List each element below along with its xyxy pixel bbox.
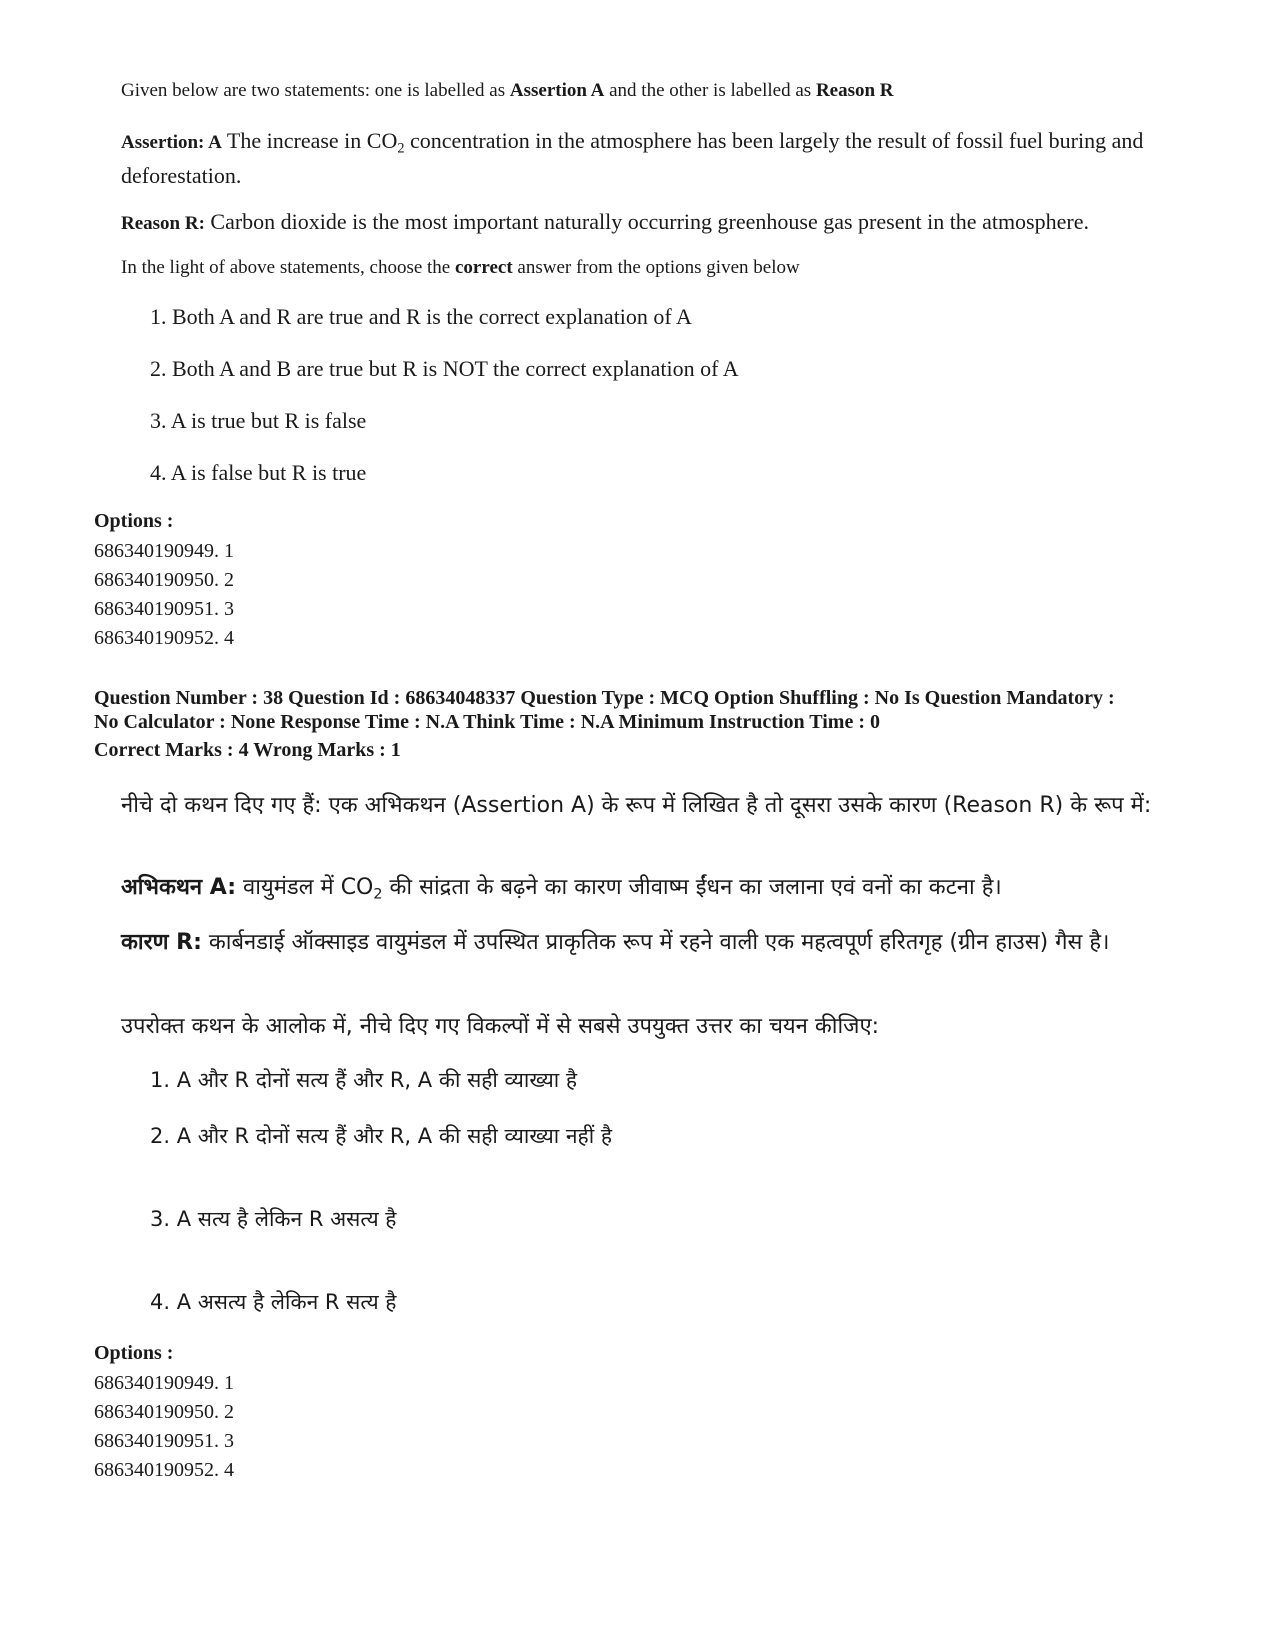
q37-choice-4: 4. A is false but R is true — [150, 460, 367, 485]
q38-intro: नीचे दो कथन दिए गए हैं: एक अभिकथन (Assertion A) के रूप में लिखित है तो दूसरा उसके कारण (Reason R) के रूप में: — [121, 793, 1152, 818]
q37-options-heading: Options : — [94, 510, 174, 532]
q37-option-id-4: 686340190952. 4 — [94, 627, 234, 649]
q38-option-list — [94, 1369, 234, 1485]
q38-assertion — [121, 872, 1181, 904]
q38-choice-3: 3. A सत्य है लेकिन R असत्य है — [150, 1207, 397, 1231]
q38-option-id-3: 686340190951. 3 — [94, 1430, 234, 1452]
q38-choice-4: 4. A असत्य है लेकिन R सत्य है — [150, 1290, 397, 1314]
q37-reason-text: Carbon dioxide is the most important naturally occurring greenhouse gas present in the atmosphere. — [204, 209, 1089, 234]
q37-choice-3: 3. A is true but R is false — [150, 408, 367, 433]
q37-instruction-prefix: In the light of above statements, choose the — [121, 257, 455, 278]
q37-instruction-suffix: answer from the options given below — [512, 257, 800, 278]
q38-assertion-text-1: वायुमंडल में CO — [236, 875, 374, 900]
q38-meta-line-2: No Calculator : None Response Time : N.A Think Time : N.A Minimum Instruction Time : 0 — [94, 711, 880, 733]
q38-option-id-1: 686340190949. 1 — [94, 1372, 234, 1394]
q37-option-id-2: 686340190950. 2 — [94, 569, 234, 591]
q37-instruction-bold: correct — [455, 257, 513, 278]
q38-reason — [121, 927, 1181, 959]
q37-instruction — [121, 257, 800, 279]
q37-intro-mid: and the other is labelled as — [604, 80, 816, 101]
q37-assertion-sub: 2 — [397, 140, 405, 157]
q37-option-list — [94, 537, 234, 653]
q37-assertion-text-1: The increase in CO — [221, 128, 398, 153]
q37-choice-1: 1. Both A and R are true and R is the correct explanation of A — [150, 304, 692, 329]
q37-intro-assertion: Assertion A — [509, 80, 605, 101]
q38-assertion-sub: 2 — [373, 886, 383, 903]
q38-reason-label: कारण R: — [121, 930, 202, 955]
q37-option-id-3: 686340190951. 3 — [94, 598, 234, 620]
q38-option-id-2: 686340190950. 2 — [94, 1401, 234, 1423]
q38-meta — [94, 686, 1244, 762]
q37-intro — [121, 80, 894, 102]
q38-option-id-4: 686340190952. 4 — [94, 1459, 234, 1481]
q38-choice-1: 1. A और R दोनों सत्य हैं और R, A की सही व्याख्या है — [150, 1068, 578, 1092]
q37-assertion-text-2: concentration in the atmosphere has been largely the result of fossil fuel buring and deforestation. — [121, 128, 1144, 188]
q37-intro-reason: Reason R — [815, 80, 894, 101]
q37-option-id-1: 686340190949. 1 — [94, 540, 234, 562]
q37-reason — [121, 205, 1261, 240]
q38-choice-2: 2. A और R दोनों सत्य हैं और R, A की सही व्याख्या नहीं है — [150, 1124, 612, 1148]
q37-intro-prefix: Given below are two statements: one is labelled as — [121, 80, 510, 101]
q38-reason-text: कार्बनडाई ऑक्साइड वायुमंडल में उपस्थित प्राकृतिक रूप में रहने वाली एक महत्वपूर्ण हरितगृह (ग्रीन हाउस) गैस है। — [201, 930, 1110, 955]
q37-reason-label: Reason R: — [121, 213, 205, 234]
q37-assertion-label: Assertion: A — [121, 132, 222, 153]
q38-meta-line-1: Question Number : 38 Question Id : 68634048337 Question Type : MCQ Option Shuffling : No Is Question Mandatory : — [94, 687, 1115, 709]
q37-choice-2: 2. Both A and B are true but R is NOT the correct explanation of A — [150, 356, 739, 381]
q38-assertion-label: अभिकथन A: — [121, 875, 237, 900]
q37-assertion — [121, 124, 1181, 192]
q38-options-heading: Options : — [94, 1342, 174, 1364]
q38-meta-line-3: Correct Marks : 4 Wrong Marks : 1 — [94, 739, 401, 761]
q38-assertion-text-2: की सांद्रता के बढ़ने का कारण जीवाष्म ईंधन का जलाना एवं वनों का कटना है। — [382, 875, 1002, 900]
q38-instruction: उपरोक्त कथन के आलोक में, नीचे दिए गए विकल्पों में से सबसे उपयुक्त उत्तर का चयन कीजिए: — [121, 1014, 880, 1039]
